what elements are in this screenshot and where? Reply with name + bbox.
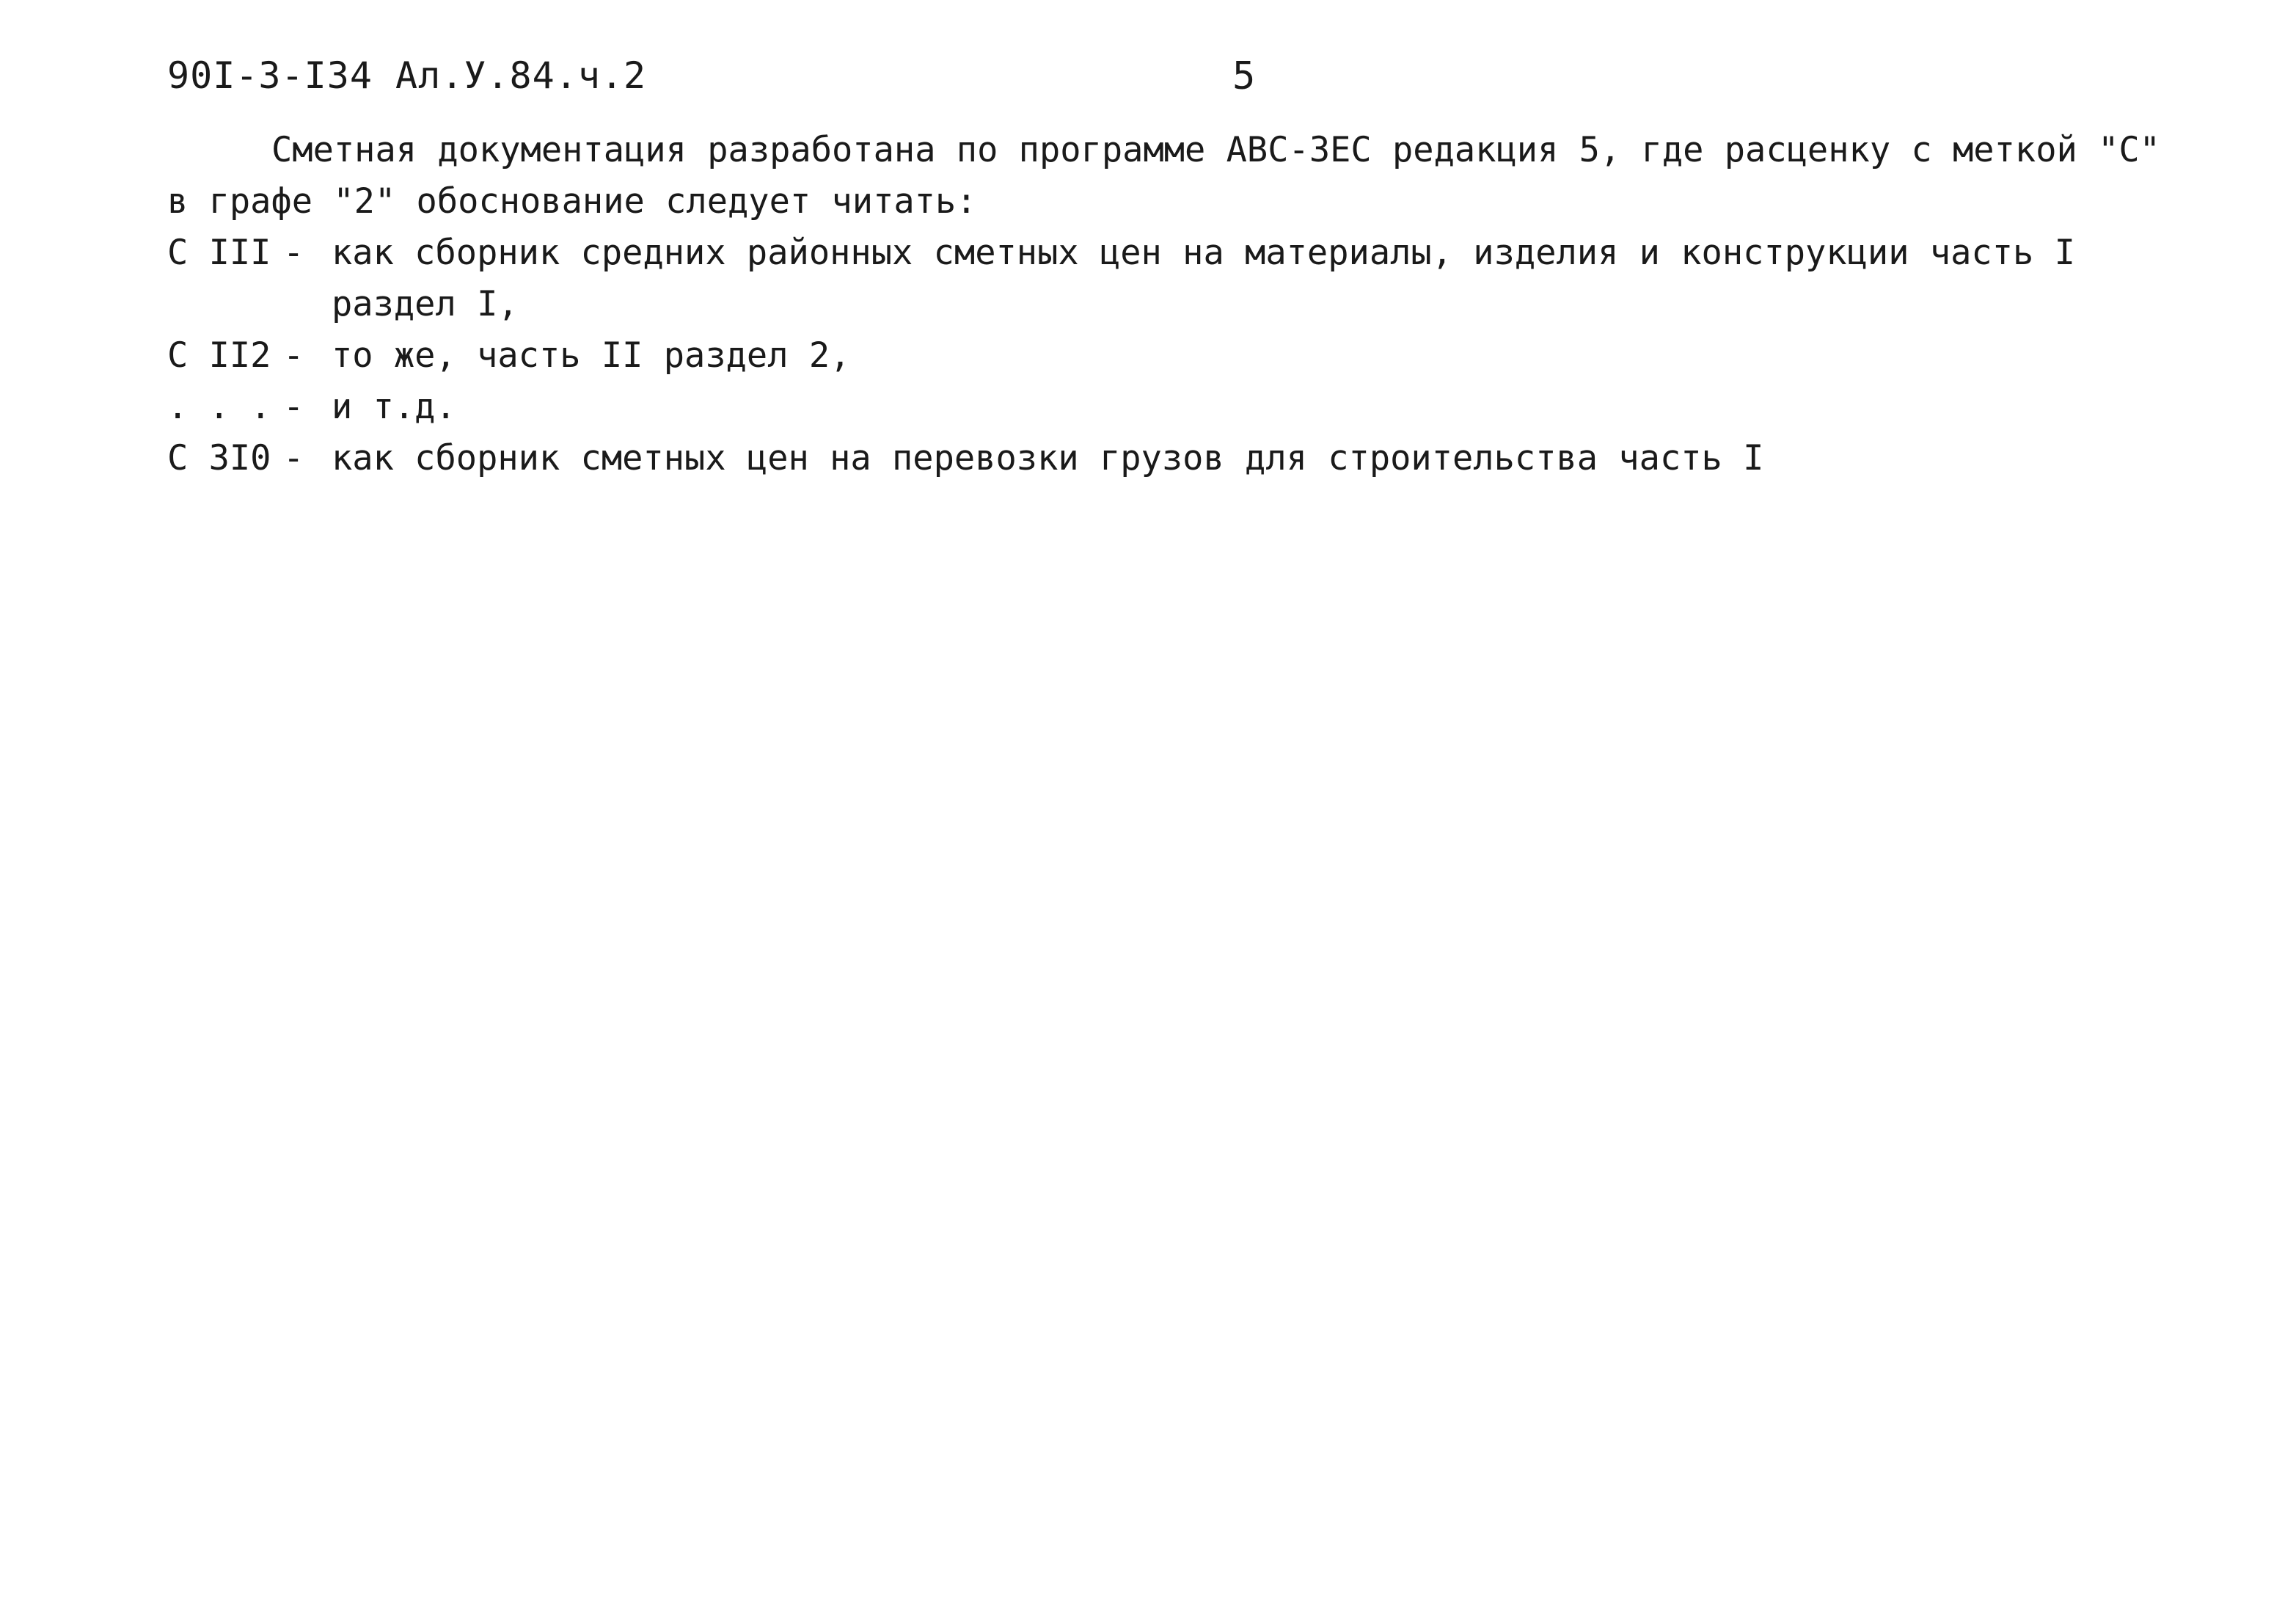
item-text: и т.д. [332,387,456,427]
list-item [167,227,2148,279]
intro-paragraph-line-1: Сметная документация разработана по программе АВС-ЗЕС редакция 5, где расценку с меткой "С" [271,130,2160,170]
list-item [167,433,2148,484]
item-dash: - [283,438,304,478]
item-text: как сборник сметных цен на перевозки грузов для строительства часть I [332,438,1764,478]
item-text: то же, часть II раздел 2, [332,335,851,376]
list-item [167,330,2148,382]
item-code: С II2 [167,335,271,376]
document-code: 90I-3-I34 Ал.У.84.ч.2 [167,54,647,97]
item-dash: - [283,233,304,273]
item-continuation: раздел I, [332,284,519,324]
item-code: С 3I0 [167,438,271,478]
item-dash: - [283,335,304,376]
document-body [167,125,2160,484]
intro-paragraph-line-2: в графе "2" обоснование следует читать: [167,181,977,222]
item-code: . . . [167,387,271,427]
list-item [167,382,2148,433]
item-dash: - [283,387,304,427]
item-text: как сборник средних районных сметных цен на материалы, изделия и конструкции часть I [332,233,2075,273]
item-code: С III [167,233,271,273]
page-number: 5 [1232,54,1256,98]
